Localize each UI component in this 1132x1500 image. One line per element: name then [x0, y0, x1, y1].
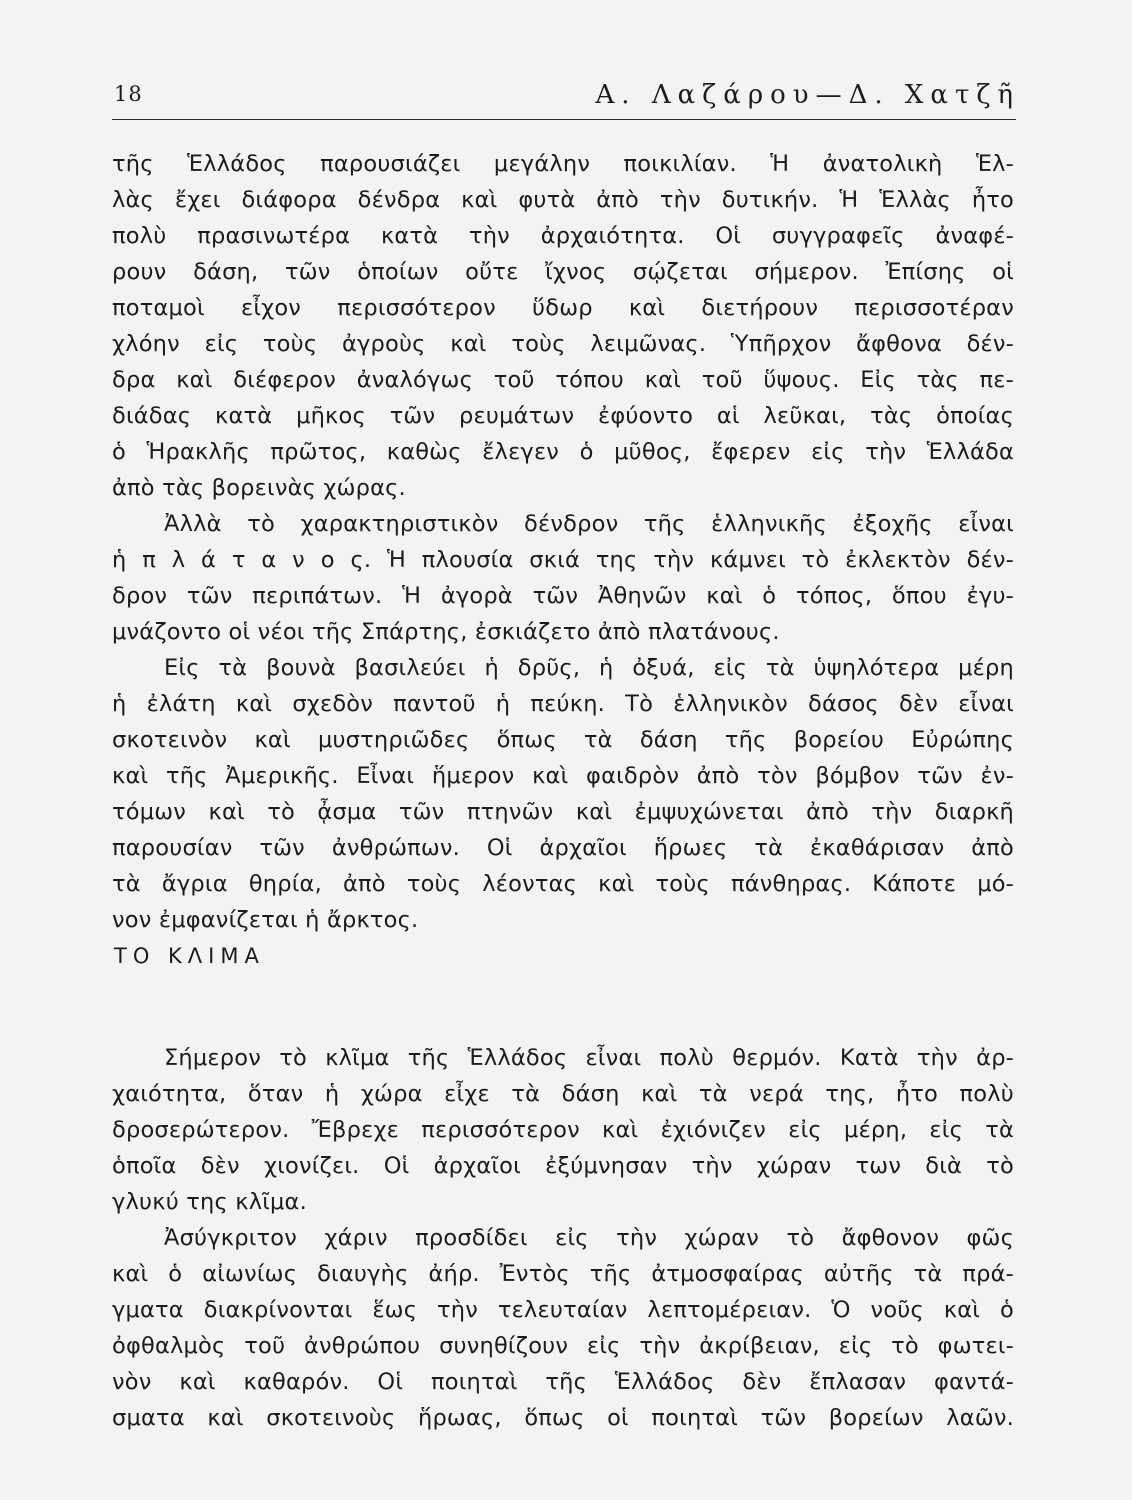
text-line: τὰ ἄγρια θηρία, ἀπὸ τοὺς λέοντας καὶ τοὺς πάνθηρας. Κάποτε μό- — [112, 871, 1014, 897]
text-line: πολὺ πρασινωτέρα κατὰ τὴν ἀρχαιότητα. Οἱ συγγραφεῖς ἀναφέ- — [112, 223, 1014, 249]
text-line: χλόην εἰς τοὺς ἀγροὺς καὶ τοὺς λειμῶνας. Ὑπῆρχον ἄφθονα δέν- — [112, 331, 1014, 357]
text-line: καὶ ὁ αἰωνίως διαυγὴς ἀήρ. Ἐντὸς τῆς ἀτμοσφαίρας αὐτῆς τὰ πρά- — [112, 1261, 1014, 1287]
text-line: ποταμοὶ εἶχον περισσότερον ὕδωρ καὶ διετήρουν περισσοτέραν — [112, 295, 1014, 321]
text-line: διάδας κατὰ μῆκος τῶν ρευμάτων ἐφύοντο αἱ λεῦκαι, τὰς ὁποίας — [112, 403, 1014, 429]
text-line: παρουσίαν τῶν ἀνθρώπων. Οἱ ἀρχαῖοι ἥρωες τὰ ἐκαθάρισαν ἀπὸ — [112, 835, 1014, 861]
text-line: ὀφθαλμὸς τοῦ ἀνθρώπου συνηθίζουν εἰς τὴν ἀκρίβειαν, εἰς τὸ φωτει- — [112, 1333, 1014, 1359]
text-line: Ἀλλὰ τὸ χαρακτηριστικὸν δένδρον τῆς ἑλληνικῆς ἐξοχῆς εἶναι — [164, 511, 1014, 537]
text-line: δροσερώτερον. Ἔβρεχε περισσότερον καὶ ἐχιόνιζεν εἰς μέρη, εἰς τὰ — [112, 1117, 1014, 1143]
text-line: τῆς Ἑλλάδος παρουσιάζει μεγάλην ποικιλίαν. Ἡ ἀνατολικὴ Ἑλ- — [112, 151, 1014, 177]
text-line: νὸν καὶ καθαρόν. Οἱ ποιηταὶ τῆς Ἑλλάδος δὲν ἔπλασαν φαντά- — [112, 1369, 1014, 1395]
text-line: γματα διακρίνονται ἕως τὴν τελευταίαν λεπτομέρειαν. Ὁ νοῦς καὶ ὁ — [112, 1297, 1014, 1323]
section-heading: ΤΟ ΚΛΙΜΑ — [114, 944, 265, 968]
text-line: λὰς ἔχει διάφορα δένδρα καὶ φυτὰ ἀπὸ τὴν δυτικήν. Ἡ Ἑλλὰς ἦτο — [112, 187, 1014, 213]
text-line: ἀπὸ τὰς βορεινὰς χώρας. — [112, 475, 406, 501]
text-line: Εἰς τὰ βουνὰ βασιλεύει ἡ δρῦς, ἡ ὀξυά, εἰς τὰ ὑψηλότερα μέρη — [164, 655, 1014, 681]
text-line: μνάζοντο οἱ νέοι τῆς Σπάρτης, ἐσκιάζετο ἀπὸ πλατάνους. — [112, 619, 780, 645]
text-line: σκοτεινὸν καὶ μυστηριῶδες ὅπως τὰ δάση τῆς βορείου Εὐρώπης — [112, 727, 1014, 753]
text-line: ἡ π λ ά τ α ν ο ς. Ἡ πλουσία σκιά της τὴν κάμνει τὸ ἐκλεκτὸν δέν- — [112, 547, 1014, 573]
text-line: ἡ ἐλάτη καὶ σχεδὸν παντοῦ ἡ πεύκη. Τὸ ἑλληνικὸν δάσος δὲν εἶναι — [112, 691, 1014, 717]
text-line: ρουν δάση, τῶν ὁποίων οὔτε ἴχνος σῴζεται σήμερον. Ἐπίσης οἱ — [112, 259, 1014, 285]
text-line: Ἀσύγκριτον χάριν προσδίδει εἰς τὴν χώραν τὸ ἄφθονον φῶς — [164, 1225, 1014, 1251]
running-head: Α. Λαζάρου—Δ. Χατζῆ — [595, 80, 1020, 110]
header-rule — [112, 119, 1016, 120]
page-number: 18 — [114, 82, 143, 106]
text-line: χαιότητα, ὅταν ἡ χώρα εἶχε τὰ δάση καὶ τὰ νερά της, ἦτο πολὺ — [112, 1081, 1014, 1107]
text-line: ὁ Ἡρακλῆς πρῶτος, καθὼς ἔλεγεν ὁ μῦθος, ἔφερεν εἰς τὴν Ἑλλάδα — [112, 439, 1014, 465]
text-line: ὁποῖα δὲν χιονίζει. Οἱ ἀρχαῖοι ἐξύμνησαν τὴν χώραν των διὰ τὸ — [112, 1153, 1014, 1179]
text-line: γλυκύ της κλῖμα. — [112, 1189, 307, 1215]
text-line: τόμων καὶ τὸ ᾆσμα τῶν πτηνῶν καὶ ἐμψυχώνεται ἀπὸ τὴν διαρκῆ — [112, 799, 1014, 825]
text-line: δρα καὶ διέφερον ἀναλόγως τοῦ τόπου καὶ τοῦ ὕψους. Εἰς τὰς πε- — [112, 367, 1014, 393]
text-line: δρον τῶν περιπάτων. Ἡ ἀγορὰ τῶν Ἀθηνῶν καὶ ὁ τόπος, ὅπου ἐγυ- — [112, 583, 1014, 609]
text-line: νον ἐμφανίζεται ἡ ἄρκτος. — [112, 907, 419, 933]
text-line: σματα καὶ σκοτεινοὺς ἥρωας, ὅπως οἱ ποιηταὶ τῶν βορείων λαῶν. — [112, 1405, 1014, 1431]
text-line: Σήμερον τὸ κλῖμα τῆς Ἑλλάδος εἶναι πολὺ θερμόν. Κατὰ τὴν ἀρ- — [164, 1045, 1014, 1071]
text-line: καὶ τῆς Ἀμερικῆς. Εἶναι ἥμερον καὶ φαιδρὸν ἀπὸ τὸν βόμβον τῶν ἐν- — [112, 763, 1014, 789]
